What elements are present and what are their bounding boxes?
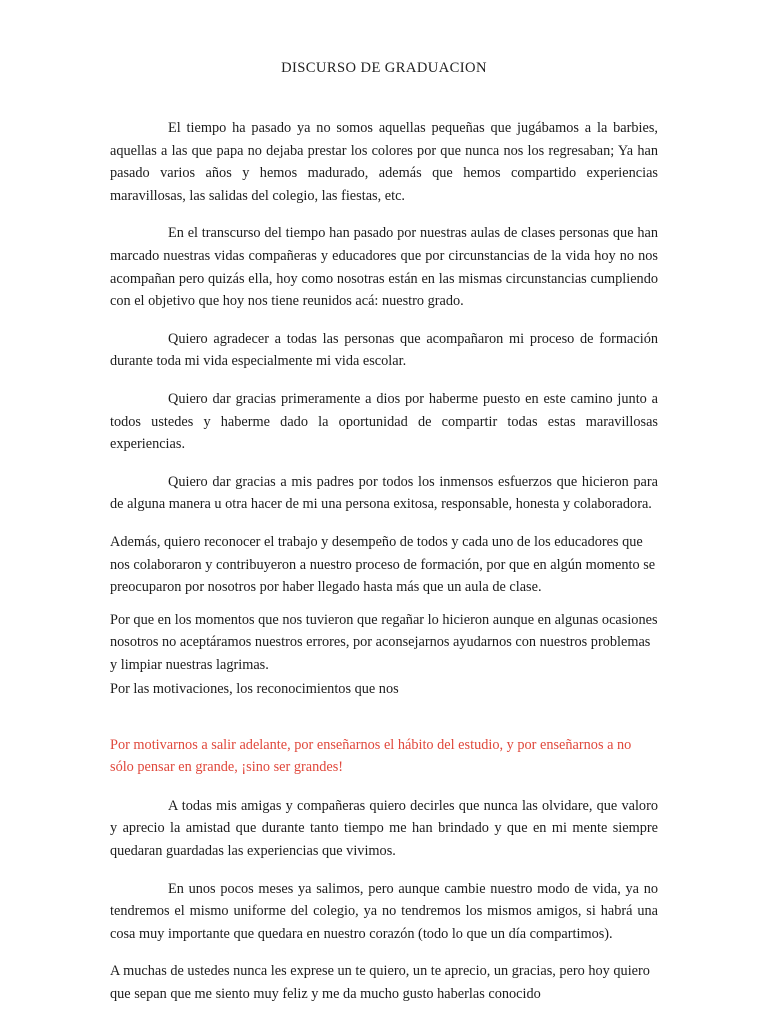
paragraph-3: Quiero agradecer a todas las personas que acompañaron mi proceso de formación durante toda mi vida especialmente mi vida escolar.	[110, 330, 658, 370]
paragraph-6: Además, quiero reconocer el trabajo y desempeño de todos y cada uno de los educadores que nos colaboraron y contribuyeron a nuestro proceso de formación, por que en algún momento se preocuparon por nosotros por haber llegado hasta más que un aula de clase.	[110, 533, 656, 596]
page-title: DISCURSO DE GRADUACION	[281, 60, 487, 76]
paragraph-12: A muchas de ustedes nunca les exprese un te quiero, un te aprecio, un gracias, pero hoy quiero que sepan que me siento muy feliz y me da mucho gusto haberlas conocido	[110, 963, 650, 1002]
paragraph-7: Por que en los momentos que nos tuvieron que regañar lo hicieron aunque en algunas ocasiones nosotros no aceptáramos nuestros errores, por aconsejarnos ayudarnos con nuestros problemas y limpiar nuestras lagrimas.	[110, 611, 658, 673]
document-body	[110, 117, 658, 1006]
paragraph-2: En el transcurso del tiempo han pasado por nuestras aulas de clases personas que han marcado nuestras vidas compañeras y educadores que por circunstancias de la vida hoy no nos acompañan pero quizás ella, hoy como nosotras están en las mismas circunstancias cumpliendo con el objetivo que hoy nos tiene reunidos acá: nuestro grado.	[110, 225, 658, 310]
highlighted-red-passage: Por motivarnos a salir adelante, por enseñarnos el hábito del estudio, y por enseñarnos a no sólo pensar en grande, ¡sino ser grandes!	[110, 736, 632, 776]
document-text-column	[110, 0, 658, 1016]
blank-line-spacer	[110, 711, 658, 734]
paragraph-1: El tiempo ha pasado ya no somos aquellas pequeñas que jugábamos a la barbies, aquellas a las que papa no dejaba prestar los colores por que nunca nos los regresaban; Ya han pasado varios años y hemos madurado, además que hemos compartido experiencias maravillosas, las salidas del colegio, las fiestas, etc.	[110, 120, 658, 204]
paragraph-11: En unos pocos meses ya salimos, pero aunque cambie nuestro modo de vida, ya no tendremos el mismo uniforme del colegio, ya no tendremos los mismos amigos, si habrá una cosa muy importante que quedara en nuestro corazón (todo lo que un día compartimos).	[110, 880, 658, 942]
paragraph-5: Quiero dar gracias a mis padres por todos los inmensos esfuerzos que hicieron para de alguna manera u otra hacer de mi una persona exitosa, responsable, honesta y colaboradora.	[110, 473, 658, 513]
paragraph-8: Por las motivaciones, los reconocimientos que nos	[110, 681, 399, 698]
paragraph-4: Quiero dar gracias primeramente a dios por haberme puesto en este camino junto a todos ustedes y haberme dado la oportunidad de compartir todas estas maravillosas experiencias.	[110, 390, 658, 453]
paragraph-10: A todas mis amigas y compañeras quiero decirles que nunca las olvidare, que valoro y aprecio la amistad que durante tanto tiempo me han brindado y que en mi mente siempre quedaran guardadas las experiencias que vivimos.	[110, 797, 658, 860]
